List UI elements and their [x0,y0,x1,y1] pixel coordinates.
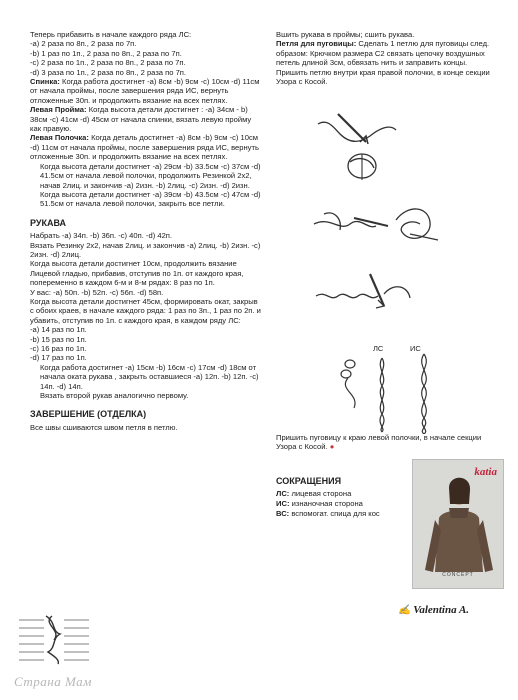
abbreviation-value: лицевая сторона [291,489,352,498]
signature-text: Valentina A. [413,604,470,616]
intro-line: -b) 1 раз по 1п., 2 раза по 8п., 2 раза по 7п. [30,48,182,58]
sleeve-line: Когда работа достигнет -a) 15см -b) 16см -c) 17см -d) 18см от начала оката рукава , закрыть оставшиеся -a) 12п. -b) 12п. -c) 14п. -d) 14п. [40,362,259,391]
left-armhole-title: Левая Пройма: [30,105,87,115]
model-figure [413,460,503,588]
back-title: Спинка: [30,77,60,87]
abbreviations-title: СОКРАЩЕНИЯ [276,476,342,486]
intro-line: -c) 2 раза по 1п., 2 раза по 8п., 2 раза по 7п. [30,58,186,68]
left-front-section [30,133,262,161]
abbreviation-item [276,499,410,509]
finish-title: ЗАВЕРШЕНИЕ (ОТДЕЛКА) [30,409,147,420]
abbreviation-item [276,489,410,499]
sew-sleeves-text: Вшить рукава в проймы; сшить рукава. [276,30,415,39]
sleeve-line: Когда высота детали достигнет 45см, формировать окат, закрыв с обоих краев, в начале каждого ряда: 1 раз по 3п., 1 раз по 2п. и убавить, отступив по 1п. с каждого края, в каждом ряду ЛС: [30,296,261,325]
magazine-cover-image [412,459,504,589]
button-loop-section [276,39,498,86]
sew-button-text [276,433,498,452]
sleeve-line: Вязать Резинку 2х2, начав 2лиц. и закончив -a) 2лиц. -b) 2изн. -c) 2изн. -d) 2лиц. [30,240,261,259]
left-front-title: Левая Полочка: [30,133,89,143]
left-front-paragraph: Когда высота детали достигнет -a) 29см -b) 33.5см -c) 37см -d) 41.5см от начала левой полочки, продолжить Резинкой 2х2, начав 2лиц. и закончив -a) 2изн. -b) 2лиц. -c) 2изн. -d) 2изн. [40,161,261,190]
sleeve-line: -c) 16 раз по 1п. [30,344,87,353]
abbreviation-key: ВС: [276,509,290,518]
button-bullet-icon: ● [329,442,335,452]
intro-line: Теперь прибавить в начале каждого ряда ЛС: [30,30,192,39]
cover-caption: CONCEPT [442,572,474,578]
button-loop-text: Сделать 1 петлю для пуговицы след. образом: Крючком размера С2 связать цепочку воздушных петель длиной 3см, обвязать нить и заправить концы. Пришить петлю внутри края правой полочки, в конце секции Узора с Косой. [276,39,490,87]
diagram-label-ls: ЛС [373,344,384,353]
abbreviation-item [276,509,410,519]
left-front-text: Когда деталь достигнет -a) 8см -b) 9см -c) 10см -d) 11см от начала проймы, после завершения ряда ИС, вернуть отложенные 30п. и продолжить вязание на всех петлях. [30,133,259,162]
right-column [276,30,498,86]
seam-illustration [14,612,94,667]
left-armhole-section [30,105,262,133]
left-armhole-text: Когда высота детали достигнет : -a) 34см - b) 38см -c) 41см -d) 45см от начала спинки, вязать левую пройму как правую. [30,105,252,134]
crochet-step-2-illustration [310,196,445,252]
increase-instructions [30,30,262,77]
site-watermark: Страна Мам [14,674,92,689]
sleeve-line: -d) 17 раз по 1п. [30,353,87,363]
sleeve-line: Набрать -a) 34п. -b) 36п. -c) 40п. -d) 42п. [30,231,173,241]
katia-logo: katia [474,466,497,478]
abbreviation-value: изнаночная сторона [291,499,363,508]
sleeve-line: У вас: -a) 50п. -b) 52п. -c) 56п. -d) 58п. [30,287,164,297]
sleeve-line: Когда высота детали достигнет 10см, продолжить вязание Лицевой гладью, прибавив, отступив по 1п. от каждого края, попеременно в каждом 6-м и 8-м рядах: 8 раз по 1п. [30,259,244,288]
signature [398,604,469,616]
left-front-paragraph: Когда высота детали достигнет -a) 39см -b) 43.5см -c) 47см -d) 51.5см от начала левой полочки, закрыть все петли. [40,189,261,209]
intro-line: -d) 3 раза по 1п., 2 раза по 8п., 2 раза по 7п. [30,67,187,77]
sleeve-line: -a) 14 раз по 1п. [30,325,87,335]
left-column [30,30,262,432]
button-loop-title: Петля для пуговицы: [276,39,357,49]
back-text: Когда работа достигнет -a) 8см -b) 9см -c) 10см -d) 11см от начала проймы, после завершения ряда ИС, вернуть отложенные 30п. и продолжить вязание на всех петлях. [30,77,260,105]
crochet-step-1-illustration [310,106,400,184]
sew-button-text-content: Пришить пуговицу к краю левой полочки, в начале секции Узора с Косой. [276,433,482,452]
abbreviation-value: вспомогат. спица для кос [291,509,380,518]
intro-line: -a) 2 раза по 8п., 2 раза по 7п. [30,39,137,49]
sleeve-title: РУКАВА [30,217,67,228]
sleeve-instructions [30,231,262,400]
crochet-step-3-illustration [310,264,420,328]
diagram-label-is: ИС [410,344,421,353]
back-section [30,77,262,105]
abbreviation-key: ЛС: [276,489,290,498]
abbreviations-section [276,476,410,519]
abbreviation-key: ИС: [276,499,290,508]
chain-diagram-illustration [330,338,460,434]
finish-text: Все швы сшиваются швом петля в петлю. [30,422,178,432]
sleeve-line: Вязать второй рукав аналогично первому. [40,391,189,401]
sleeve-line: -b) 15 раз по 1п. [30,334,87,344]
pen-icon: ✍ [398,605,411,616]
